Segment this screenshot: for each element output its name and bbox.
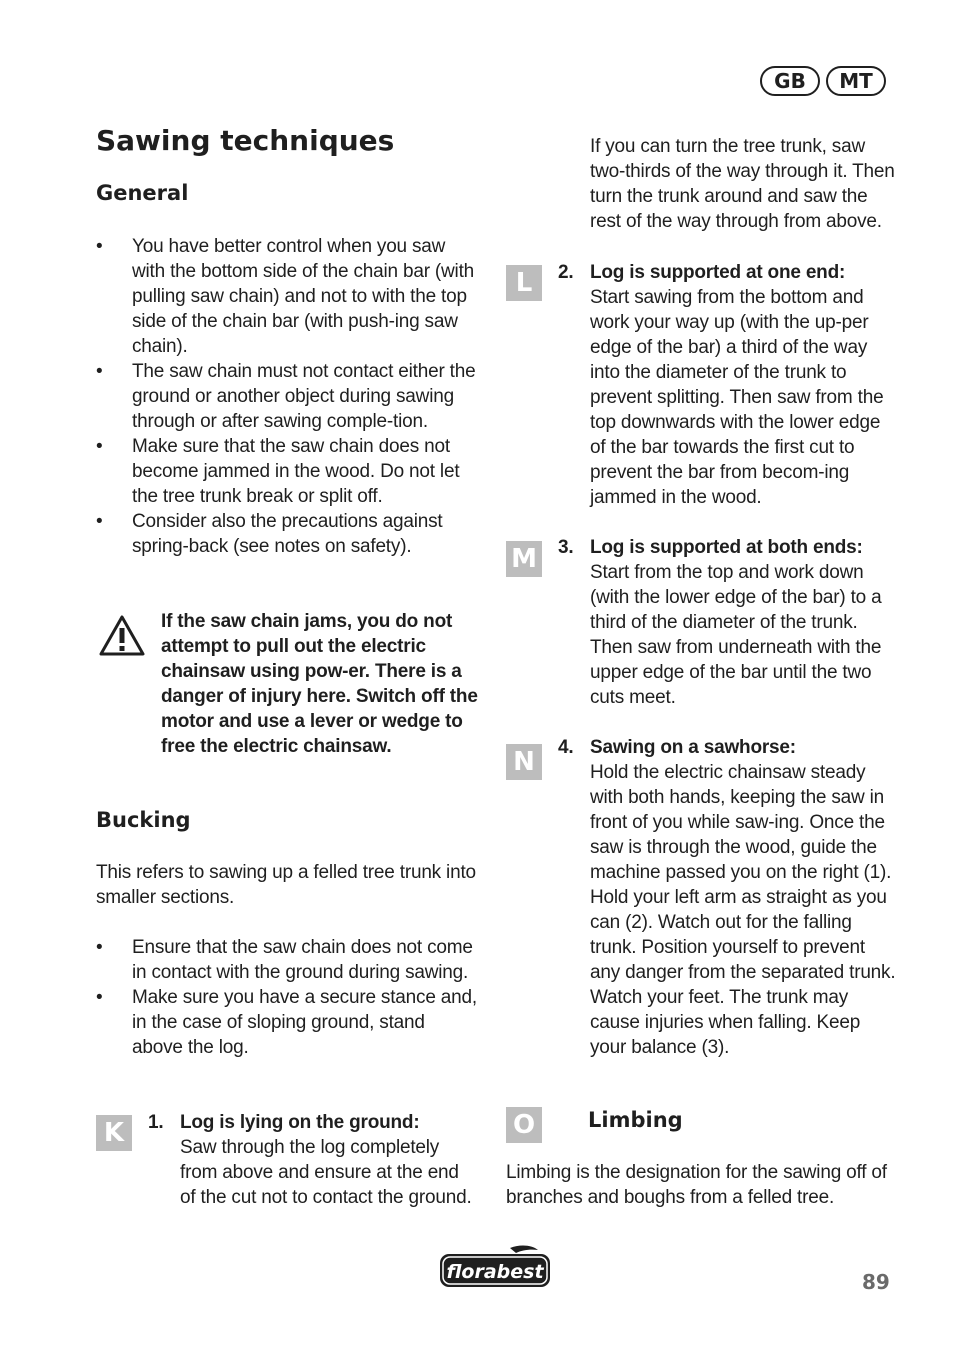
step-body: Start sawing from the bottom and work your way up (with the up-per edge of the bar) a third of the way into the diameter of the trunk to prevent splitting. Then saw from the top downwards with the lower edge of the bar towards the first cut to prevent the bar from becom-ing jammed in the wood.: [590, 287, 884, 508]
warning-triangle-icon: [98, 614, 146, 658]
step-supported-one-end: [558, 260, 896, 510]
language-badges: [760, 66, 886, 96]
step-log-on-ground: [148, 1110, 478, 1210]
step-number: 2.: [558, 262, 574, 283]
language-badge-gb: GB: [760, 66, 820, 96]
warning-text: If the saw chain jams, you do not attempt to pull out the electric chainsaw using pow-er. There is a danger of injury here. Switch off the motor and use a lever or wedge to free the electric chainsaw.: [161, 611, 478, 757]
step1-continued: If you can turn the tree trunk, saw two-thirds of the way through it. Then turn the trunk around and saw the rest of the way through from above.: [590, 136, 895, 232]
bucking-bullet-list: [96, 935, 480, 1060]
figure-marker-o: O: [506, 1107, 542, 1143]
list-item: • The saw chain must not contact either the ground or another object during sawing through or after sawing comple-tion.: [96, 361, 476, 432]
step-body: Start from the top and work down (with the lower edge of the bar) to a third of the diameter of the trunk. Then saw from underneath with the upper edge of the bar until the two cuts meet.: [590, 562, 882, 708]
step-title: Sawing on a sawhorse:: [590, 737, 796, 758]
step-body: Saw through the log completely from above and ensure at the end of the cut not to contact the ground.: [180, 1137, 472, 1208]
list-item: • Ensure that the saw chain does not come in contact with the ground during sawing.: [96, 937, 473, 983]
step-supported-both-ends: [558, 535, 896, 710]
step-title: Log is supported at one end:: [590, 262, 846, 283]
general-bullet-list: [96, 234, 480, 559]
list-item: • Consider also the precautions against spring-back (see notes on safety).: [96, 511, 443, 557]
bucking-heading: Bucking: [96, 808, 191, 832]
bucking-intro: This refers to sawing up a felled tree trunk into smaller sections.: [96, 862, 476, 908]
figure-marker-n: N: [506, 744, 542, 780]
language-badge-mt: MT: [826, 66, 886, 96]
step-body: Hold the electric chainsaw steady with both hands, keeping the saw in front of you while saw-ing. Once the saw is through the wood, guide the machine passed you on the right (1). Hold your left arm as straight as you can (2). Watch out for the falling trunk. Position yourself to prevent any danger from the separated trunk. Watch your feet. The trunk may cause injuries when falling. Keep your balance (3).: [590, 762, 896, 1058]
page-number: 89: [862, 1270, 890, 1294]
florabest-logo: [438, 1244, 552, 1290]
list-item: • Make sure that the saw chain does not become jammed in the wood. Do not let the tree trunk break or split off.: [96, 436, 460, 507]
step-title: Log is lying on the ground:: [180, 1112, 420, 1133]
step-number: 1.: [148, 1112, 164, 1133]
step-number: 3.: [558, 537, 574, 558]
general-heading: General: [96, 181, 189, 205]
logo-text: florabest: [446, 1261, 544, 1283]
list-item: • Make sure you have a secure stance and, in the case of sloping ground, stand above the log.: [96, 987, 477, 1058]
figure-marker-l: L: [506, 265, 542, 301]
list-item: • You have better control when you saw with the bottom side of the chain bar (with pulling saw chain) and not to with the top side of the chain bar (with push-ing saw chain).: [96, 236, 475, 357]
step-title: Log is supported at both ends:: [590, 537, 863, 558]
figure-marker-k: K: [96, 1115, 132, 1151]
figure-marker-m: M: [506, 541, 542, 577]
step-number: 4.: [558, 737, 574, 758]
limbing-heading: Limbing: [588, 1108, 683, 1132]
step-sawhorse: [558, 735, 896, 1060]
page-title: Sawing techniques: [96, 124, 395, 157]
limbing-text: Limbing is the designation for the sawing off of branches and boughs from a felled tree.: [506, 1162, 887, 1208]
